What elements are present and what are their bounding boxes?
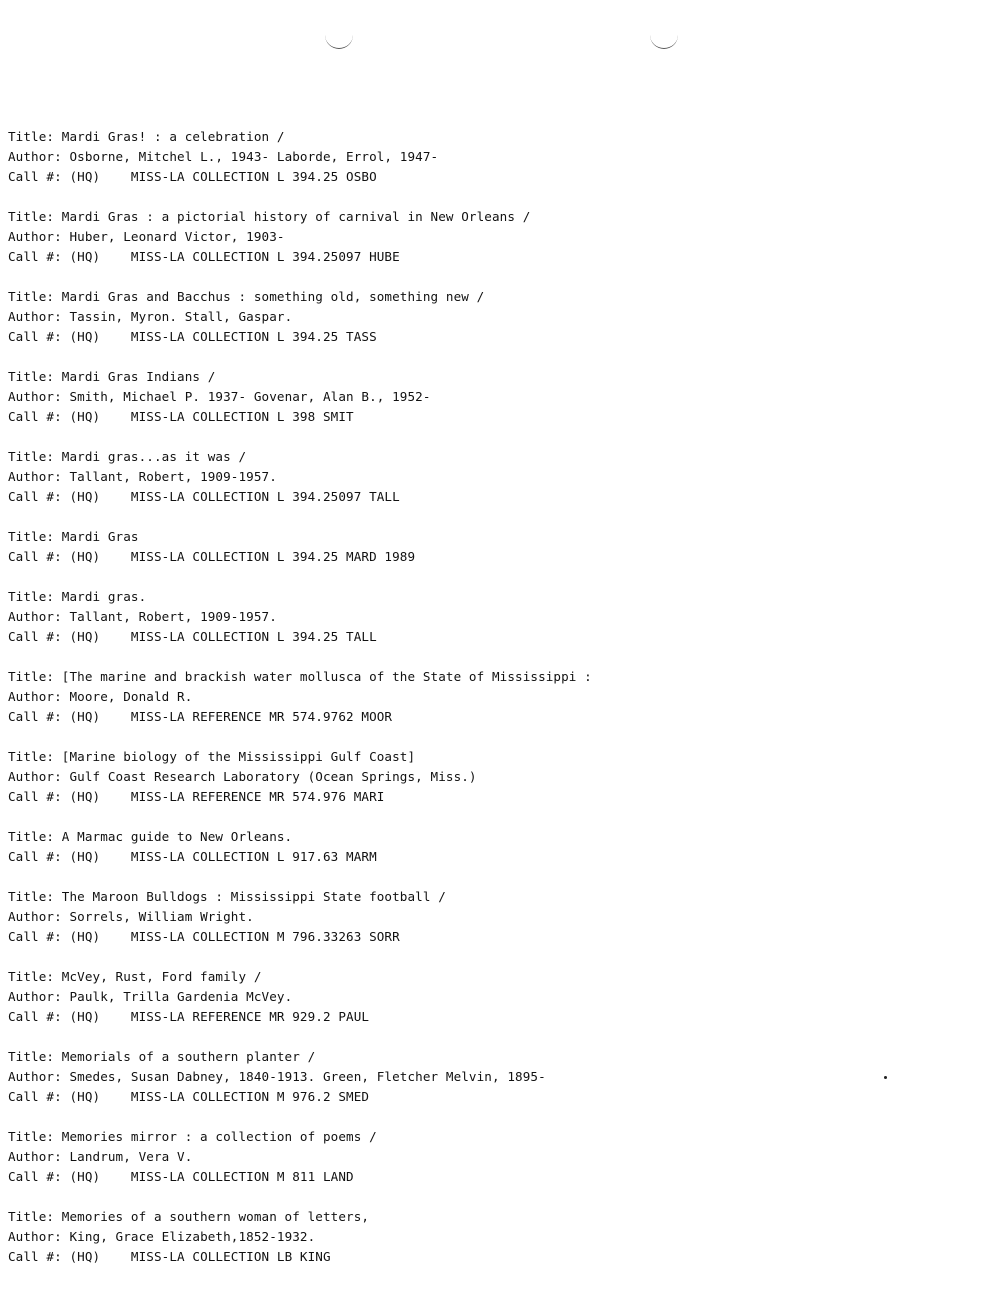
record-author: Moore, Donald R. — [69, 689, 193, 704]
record-author-line: Author: Tallant, Robert, 1909-1957. — [8, 609, 277, 624]
record-author-line: Author: Gulf Coast Research Laboratory (Ocean Springs, Miss.) — [8, 769, 477, 784]
record-author-line: Author: Sorrels, William Wright. — [8, 909, 254, 924]
record-title-line: Title: Mardi Gras! : a celebration / — [8, 129, 285, 144]
record-call-number: (HQ) MISS-LA COLLECTION L 394.25 MARD 1989 — [69, 549, 416, 564]
record-author: Sorrels, William Wright. — [69, 909, 254, 924]
catalog-record — [8, 207, 978, 267]
record-author-line: Author: Landrum, Vera V. — [8, 1149, 193, 1164]
record-title: [The marine and brackish water mollusca of the State of Mississippi : — [61, 669, 592, 684]
record-author: Tallant, Robert, 1909-1957. — [69, 469, 277, 484]
catalog-record — [8, 1047, 978, 1107]
record-call-number-line: Call #: (HQ) MISS-LA REFERENCE MR 929.2 PAUL — [8, 1009, 370, 1024]
record-title: McVey, Rust, Ford family / — [61, 969, 262, 984]
record-title-line: Title: Memories mirror : a collection of poems / — [8, 1129, 377, 1144]
catalog-record — [8, 1207, 978, 1267]
record-title-line: Title: Memories of a southern woman of letters, — [8, 1209, 370, 1224]
record-author-line: Author: Tallant, Robert, 1909-1957. — [8, 469, 277, 484]
record-title: Mardi Gras Indians / — [61, 369, 216, 384]
record-title: Memories of a southern woman of letters, — [61, 1209, 370, 1224]
record-call-number-line: Call #: (HQ) MISS-LA COLLECTION M 796.33263 SORR — [8, 929, 400, 944]
record-title: The Maroon Bulldogs : Mississippi State football / — [61, 889, 446, 904]
catalog-record — [8, 447, 978, 507]
record-author: Smedes, Susan Dabney, 1840-1913. Green, Fletcher Melvin, 1895- — [69, 1069, 546, 1084]
record-call-number-line: Call #: (HQ) MISS-LA COLLECTION L 394.25097 TALL — [8, 489, 400, 504]
record-call-number-line: Call #: (HQ) MISS-LA COLLECTION L 394.25097 HUBE — [8, 249, 400, 264]
record-call-number: (HQ) MISS-LA COLLECTION M 796.33263 SORR — [69, 929, 400, 944]
record-author: Paulk, Trilla Gardenia McVey. — [69, 989, 293, 1004]
record-title-line: Title: Mardi Gras Indians / — [8, 369, 216, 384]
record-author-line: Author: Osborne, Mitchel L., 1943- Laborde, Errol, 1947- — [8, 149, 439, 164]
catalog-record — [8, 827, 978, 867]
record-call-number-line: Call #: (HQ) MISS-LA COLLECTION M 976.2 SMED — [8, 1089, 370, 1104]
record-call-number-line: Call #: (HQ) MISS-LA COLLECTION L 394.25 MARD 1989 — [8, 549, 416, 564]
record-author: Tallant, Robert, 1909-1957. — [69, 609, 277, 624]
record-title: Mardi gras. — [61, 589, 147, 604]
record-title: Mardi gras...as it was / — [61, 449, 247, 464]
record-author-line: Author: Tassin, Myron. Stall, Gaspar. — [8, 309, 293, 324]
record-author: Tassin, Myron. Stall, Gaspar. — [69, 309, 293, 324]
record-title-line: Title: The Maroon Bulldogs : Mississippi State football / — [8, 889, 446, 904]
record-title-line: Title: Mardi Gras and Bacchus : something old, something new / — [8, 289, 485, 304]
record-author: King, Grace Elizabeth,1852-1932. — [69, 1229, 316, 1244]
catalog-record — [8, 667, 978, 727]
record-author: Landrum, Vera V. — [69, 1149, 193, 1164]
record-title: [Marine biology of the Mississippi Gulf Coast] — [61, 749, 416, 764]
record-call-number: (HQ) MISS-LA REFERENCE MR 574.9762 MOOR — [69, 709, 393, 724]
record-call-number-line: Call #: (HQ) MISS-LA REFERENCE MR 574.9762 MOOR — [8, 709, 393, 724]
catalog-record — [8, 887, 978, 947]
record-title-line: Title: Memorials of a southern planter / — [8, 1049, 316, 1064]
record-title: Memorials of a southern planter / — [61, 1049, 316, 1064]
record-call-number: (HQ) MISS-LA COLLECTION L 394.25 OSBO — [69, 169, 377, 184]
record-title: Mardi Gras! : a celebration / — [61, 129, 285, 144]
record-author: Huber, Leonard Victor, 1903- — [69, 229, 285, 244]
record-call-number: (HQ) MISS-LA REFERENCE MR 929.2 PAUL — [69, 1009, 370, 1024]
record-call-number: (HQ) MISS-LA COLLECTION M 976.2 SMED — [69, 1089, 370, 1104]
record-author-line: Author: Moore, Donald R. — [8, 689, 193, 704]
record-title: Mardi Gras : a pictorial history of carnival in New Orleans / — [61, 209, 531, 224]
record-call-number-line: Call #: (HQ) MISS-LA COLLECTION L 394.25 TASS — [8, 329, 377, 344]
record-title-line: Title: Mardi gras...as it was / — [8, 449, 247, 464]
record-call-number: (HQ) MISS-LA COLLECTION L 394.25097 HUBE — [69, 249, 400, 264]
catalog-record — [8, 1127, 978, 1187]
record-call-number: (HQ) MISS-LA REFERENCE MR 574.976 MARI — [69, 789, 385, 804]
record-call-number: (HQ) MISS-LA COLLECTION L 394.25 TASS — [69, 329, 377, 344]
record-call-number: (HQ) MISS-LA COLLECTION L 394.25097 TALL — [69, 489, 400, 504]
record-title-line: Title: [Marine biology of the Mississippi Gulf Coast] — [8, 749, 416, 764]
record-author: Gulf Coast Research Laboratory (Ocean Springs, Miss.) — [69, 769, 477, 784]
record-call-number-line: Call #: (HQ) MISS-LA COLLECTION L 394.25 OSBO — [8, 169, 377, 184]
catalog-record — [8, 127, 978, 187]
catalog-record — [8, 747, 978, 807]
record-title-line: Title: Mardi Gras : a pictorial history of carnival in New Orleans / — [8, 209, 531, 224]
record-author: Osborne, Mitchel L., 1943- Laborde, Errol, 1947- — [69, 149, 439, 164]
record-call-number-line: Call #: (HQ) MISS-LA COLLECTION L 398 SMIT — [8, 409, 354, 424]
record-title-line: Title: [The marine and brackish water mollusca of the State of Mississippi : — [8, 669, 592, 684]
hole-punch-mark-right — [650, 34, 678, 49]
record-author-line: Author: Paulk, Trilla Gardenia McVey. — [8, 989, 293, 1004]
record-title-line: Title: Mardi gras. — [8, 589, 147, 604]
record-title: A Marmac guide to New Orleans. — [61, 829, 293, 844]
record-title: Memories mirror : a collection of poems / — [61, 1129, 377, 1144]
record-author-line: Author: Smith, Michael P. 1937- Govenar, Alan B., 1952- — [8, 389, 431, 404]
record-call-number-line: Call #: (HQ) MISS-LA COLLECTION LB KING — [8, 1249, 331, 1264]
catalog-record — [8, 287, 978, 347]
catalog-record — [8, 587, 978, 647]
record-title: Mardi Gras and Bacchus : something old, something new / — [61, 289, 485, 304]
catalog-record — [8, 527, 978, 567]
record-author-line: Author: Smedes, Susan Dabney, 1840-1913. Green, Fletcher Melvin, 1895- — [8, 1069, 546, 1084]
hole-punch-mark-left — [325, 34, 353, 49]
catalog-record-list — [8, 127, 978, 1287]
record-call-number: (HQ) MISS-LA COLLECTION LB KING — [69, 1249, 331, 1264]
record-call-number-line: Call #: (HQ) MISS-LA COLLECTION L 917.63 MARM — [8, 849, 377, 864]
record-call-number: (HQ) MISS-LA COLLECTION L 394.25 TALL — [69, 629, 377, 644]
record-call-number: (HQ) MISS-LA COLLECTION M 811 LAND — [69, 1169, 354, 1184]
record-title-line: Title: McVey, Rust, Ford family / — [8, 969, 262, 984]
record-author: Smith, Michael P. 1937- Govenar, Alan B., 1952- — [69, 389, 431, 404]
record-call-number-line: Call #: (HQ) MISS-LA REFERENCE MR 574.976 MARI — [8, 789, 385, 804]
record-call-number-line: Call #: (HQ) MISS-LA COLLECTION L 394.25 TALL — [8, 629, 377, 644]
record-call-number-line: Call #: (HQ) MISS-LA COLLECTION M 811 LAND — [8, 1169, 354, 1184]
catalog-record — [8, 367, 978, 427]
record-title-line: Title: Mardi Gras — [8, 529, 139, 544]
record-title: Mardi Gras — [61, 529, 139, 544]
record-title-line: Title: A Marmac guide to New Orleans. — [8, 829, 293, 844]
record-call-number: (HQ) MISS-LA COLLECTION L 398 SMIT — [69, 409, 354, 424]
record-author-line: Author: Huber, Leonard Victor, 1903- — [8, 229, 285, 244]
record-author-line: Author: King, Grace Elizabeth,1852-1932. — [8, 1229, 316, 1244]
record-call-number: (HQ) MISS-LA COLLECTION L 917.63 MARM — [69, 849, 377, 864]
catalog-record — [8, 967, 978, 1027]
